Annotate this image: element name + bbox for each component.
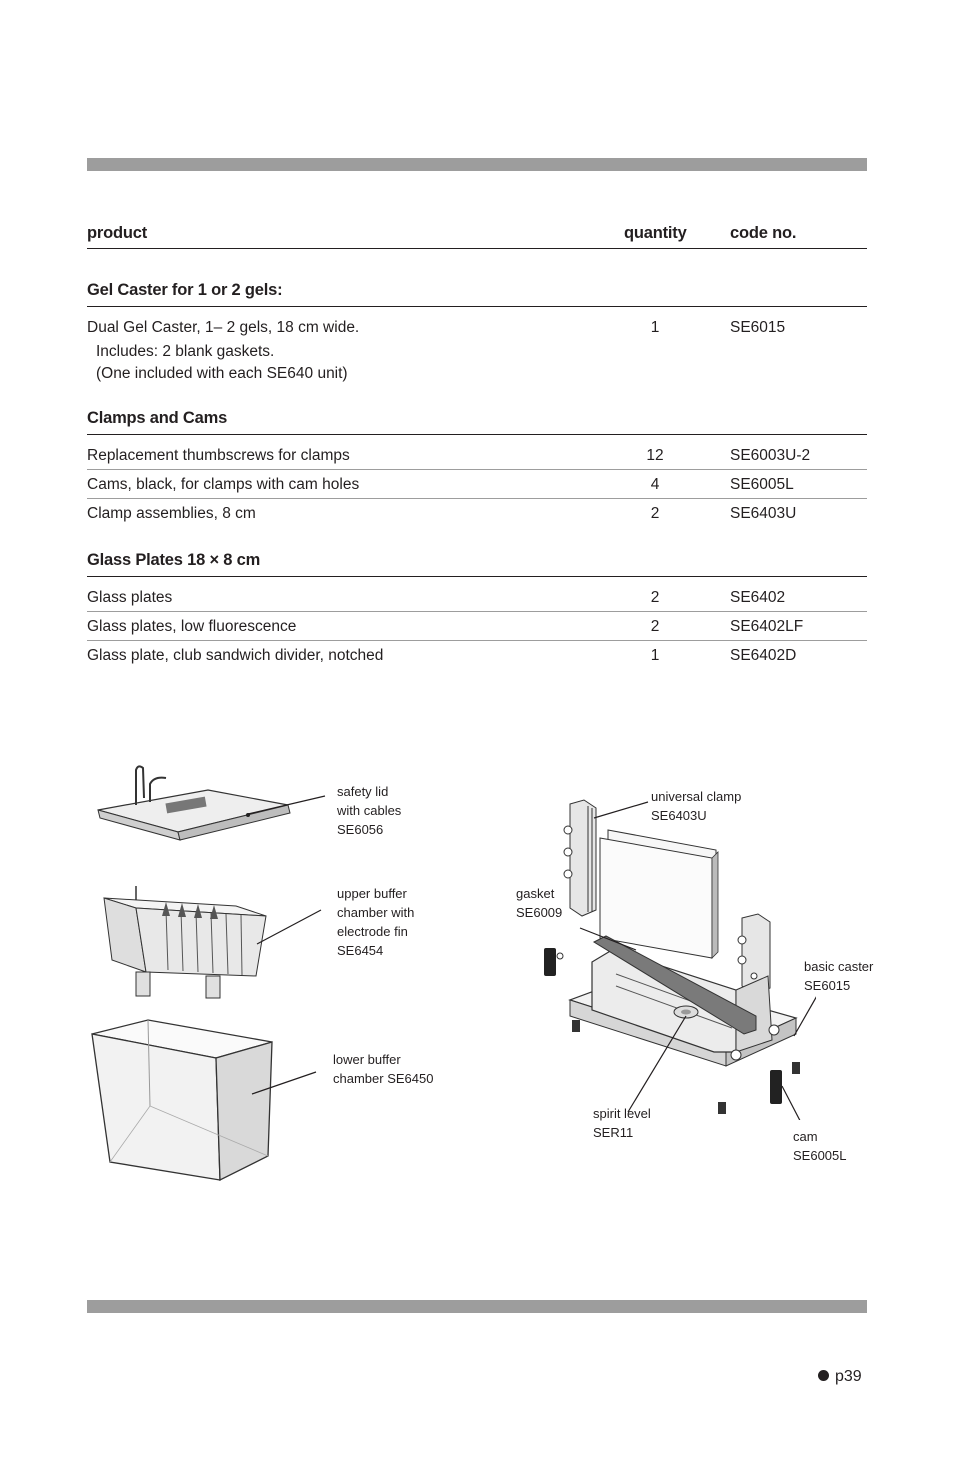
page-number-text: p39	[835, 1368, 862, 1385]
table-row	[87, 499, 867, 527]
label-upper-buffer-chamber: upper buffer chamber with electrode fin SE6454	[337, 886, 415, 958]
row-code: SE6005L	[730, 476, 794, 493]
bottom-rule-bar	[87, 1300, 867, 1313]
product-table	[87, 218, 867, 669]
row-code: SE6402	[730, 589, 786, 606]
row-product: Replacement thumbscrews for clamps	[87, 447, 350, 464]
table-row	[87, 641, 867, 669]
table-row	[87, 307, 867, 385]
upper-buffer-chamber-illustration	[96, 876, 276, 1006]
row-quantity: 12	[646, 447, 664, 464]
section-title-gel-caster: Gel Caster for 1 or 2 gels:	[87, 249, 867, 307]
row-code: SE6402D	[730, 647, 797, 664]
label-universal-clamp: universal clamp SE6403U	[651, 789, 742, 823]
safety-lid-leader-line	[240, 790, 330, 820]
header-product: product	[87, 224, 148, 242]
section-title-glass-plates: Glass Plates 18 × 8 cm	[87, 527, 867, 577]
row-product: Clamp assemblies, 8 cm	[87, 505, 256, 522]
table-row	[87, 435, 867, 470]
lower-buffer-chamber-illustration	[88, 1016, 278, 1186]
header-code: code no.	[730, 224, 797, 242]
table-header	[87, 218, 867, 249]
header-quantity: quantity	[624, 224, 687, 242]
row-product-note: (One included with each SE640 unit)	[96, 365, 348, 382]
row-quantity: 2	[650, 505, 660, 522]
row-product: Glass plates, low fluorescence	[87, 618, 297, 635]
row-quantity: 1	[650, 319, 660, 336]
page-number	[818, 1368, 862, 1386]
table-row	[87, 612, 867, 641]
section-title-clamps: Clamps and Cams	[87, 385, 867, 435]
row-quantity: 2	[650, 618, 660, 635]
row-quantity: 2	[650, 589, 660, 606]
row-product: Glass plate, club sandwich divider, notched	[87, 647, 384, 664]
upper-buffer-leader-line	[255, 902, 335, 952]
row-code: SE6403U	[730, 505, 797, 522]
row-product: Cams, black, for clamps with cam holes	[87, 476, 360, 493]
label-spirit-level: spirit level SER11	[593, 1106, 651, 1140]
lower-buffer-leader-line	[248, 1068, 320, 1098]
label-lower-buffer-chamber: lower buffer chamber SE6450	[333, 1052, 434, 1086]
row-code: SE6402LF	[730, 618, 804, 635]
row-code: SE6003U-2	[730, 447, 811, 464]
row-product: Glass plates	[87, 589, 173, 606]
bullet-icon	[818, 1370, 829, 1381]
top-rule-bar	[87, 158, 867, 171]
row-product: Dual Gel Caster, 1– 2 gels, 18 cm wide.	[87, 319, 360, 336]
row-code: SE6015	[730, 319, 786, 336]
label-safety-lid: safety lid with cables SE6056	[337, 784, 402, 837]
table-row	[87, 470, 867, 499]
label-basic-caster: basic caster SE6015	[804, 959, 874, 993]
row-quantity: 1	[650, 647, 660, 664]
row-quantity: 4	[650, 476, 660, 493]
table-row	[87, 577, 867, 612]
label-cam: cam SE6005L	[793, 1129, 847, 1163]
caster-leader-lines	[536, 790, 816, 1120]
row-product-note: Includes: 2 blank gaskets.	[96, 343, 275, 360]
label-gasket: gasket SE6009	[516, 886, 563, 920]
